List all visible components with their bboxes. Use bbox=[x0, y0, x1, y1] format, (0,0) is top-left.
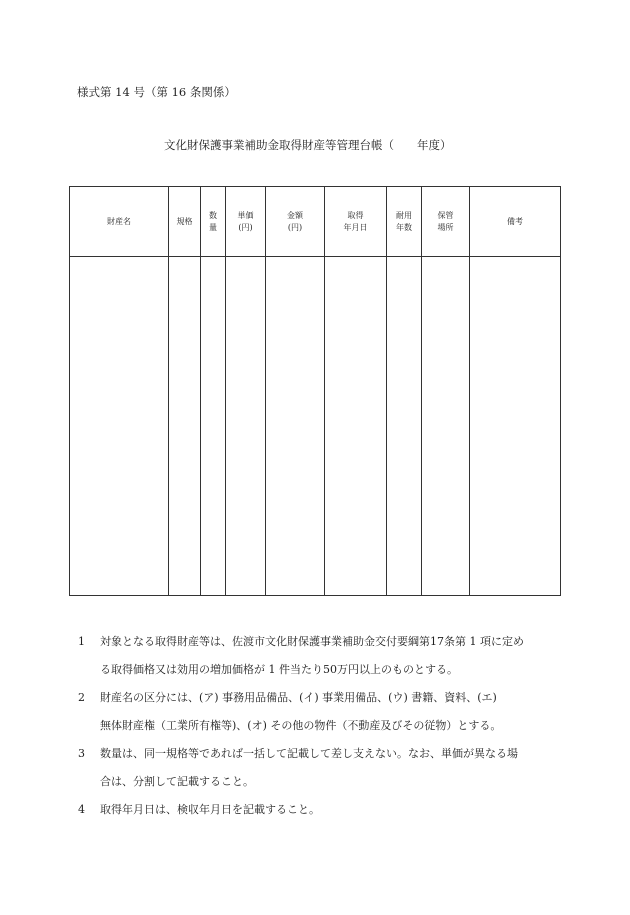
asset-ledger-table bbox=[69, 186, 561, 596]
note-number: 3 bbox=[78, 747, 85, 760]
header-amount: 金額 (円) bbox=[266, 187, 325, 257]
note-text: 数量は、同一規格等であれば一括して記載して差し支えない。なお、単価が異なる場 合は、分割して記載すること。 bbox=[100, 747, 518, 788]
form-number: 様式第 14 号（第 16 条関係） bbox=[77, 85, 236, 99]
header-quantity: 数 量 bbox=[201, 187, 226, 257]
note-item bbox=[78, 796, 558, 824]
table-row bbox=[70, 257, 561, 596]
note-item bbox=[78, 740, 558, 796]
cell-storage-location bbox=[422, 257, 470, 596]
header-unit-price: 単価 (円) bbox=[226, 187, 266, 257]
header-asset-name: 財産名 bbox=[70, 187, 169, 257]
cell-unit-price bbox=[226, 257, 266, 596]
cell-amount bbox=[266, 257, 325, 596]
note-item bbox=[78, 684, 558, 740]
cell-acquisition-date bbox=[325, 257, 387, 596]
header-acquisition-date: 取得 年月日 bbox=[325, 187, 387, 257]
header-storage-location: 保管 場所 bbox=[422, 187, 470, 257]
notes-list bbox=[78, 628, 558, 824]
note-text: 財産名の区分には、(ア) 事務用品備品、(イ) 事業用備品、(ウ) 書籍、資料、(エ) 無体財産権（工業所有権等)、(オ) その他の物件（不動産及びその従物）とする。 bbox=[100, 691, 502, 732]
cell-asset-name bbox=[70, 257, 169, 596]
note-text: 対象となる取得財産等は、佐渡市文化財保護事業補助金交付要綱第17条第 1 項に定め る取得価格又は効用の増加価格が 1 件当たり50万円以上のものとする。 bbox=[100, 635, 524, 676]
document-title: 文化財保護事業補助金取得財産等管理台帳（ 年度） bbox=[164, 138, 452, 152]
note-number: 2 bbox=[78, 691, 85, 704]
note-number: 1 bbox=[78, 635, 85, 648]
cell-specification bbox=[169, 257, 201, 596]
header-specification: 規格 bbox=[169, 187, 201, 257]
cell-remarks bbox=[470, 257, 561, 596]
cell-quantity bbox=[201, 257, 226, 596]
header-remarks: 備考 bbox=[470, 187, 561, 257]
table-header-row bbox=[70, 187, 561, 257]
note-item bbox=[78, 628, 558, 684]
note-number: 4 bbox=[78, 803, 85, 816]
header-useful-life: 耐用 年数 bbox=[387, 187, 422, 257]
cell-useful-life bbox=[387, 257, 422, 596]
note-text: 取得年月日は、検収年月日を記載すること。 bbox=[100, 803, 320, 816]
